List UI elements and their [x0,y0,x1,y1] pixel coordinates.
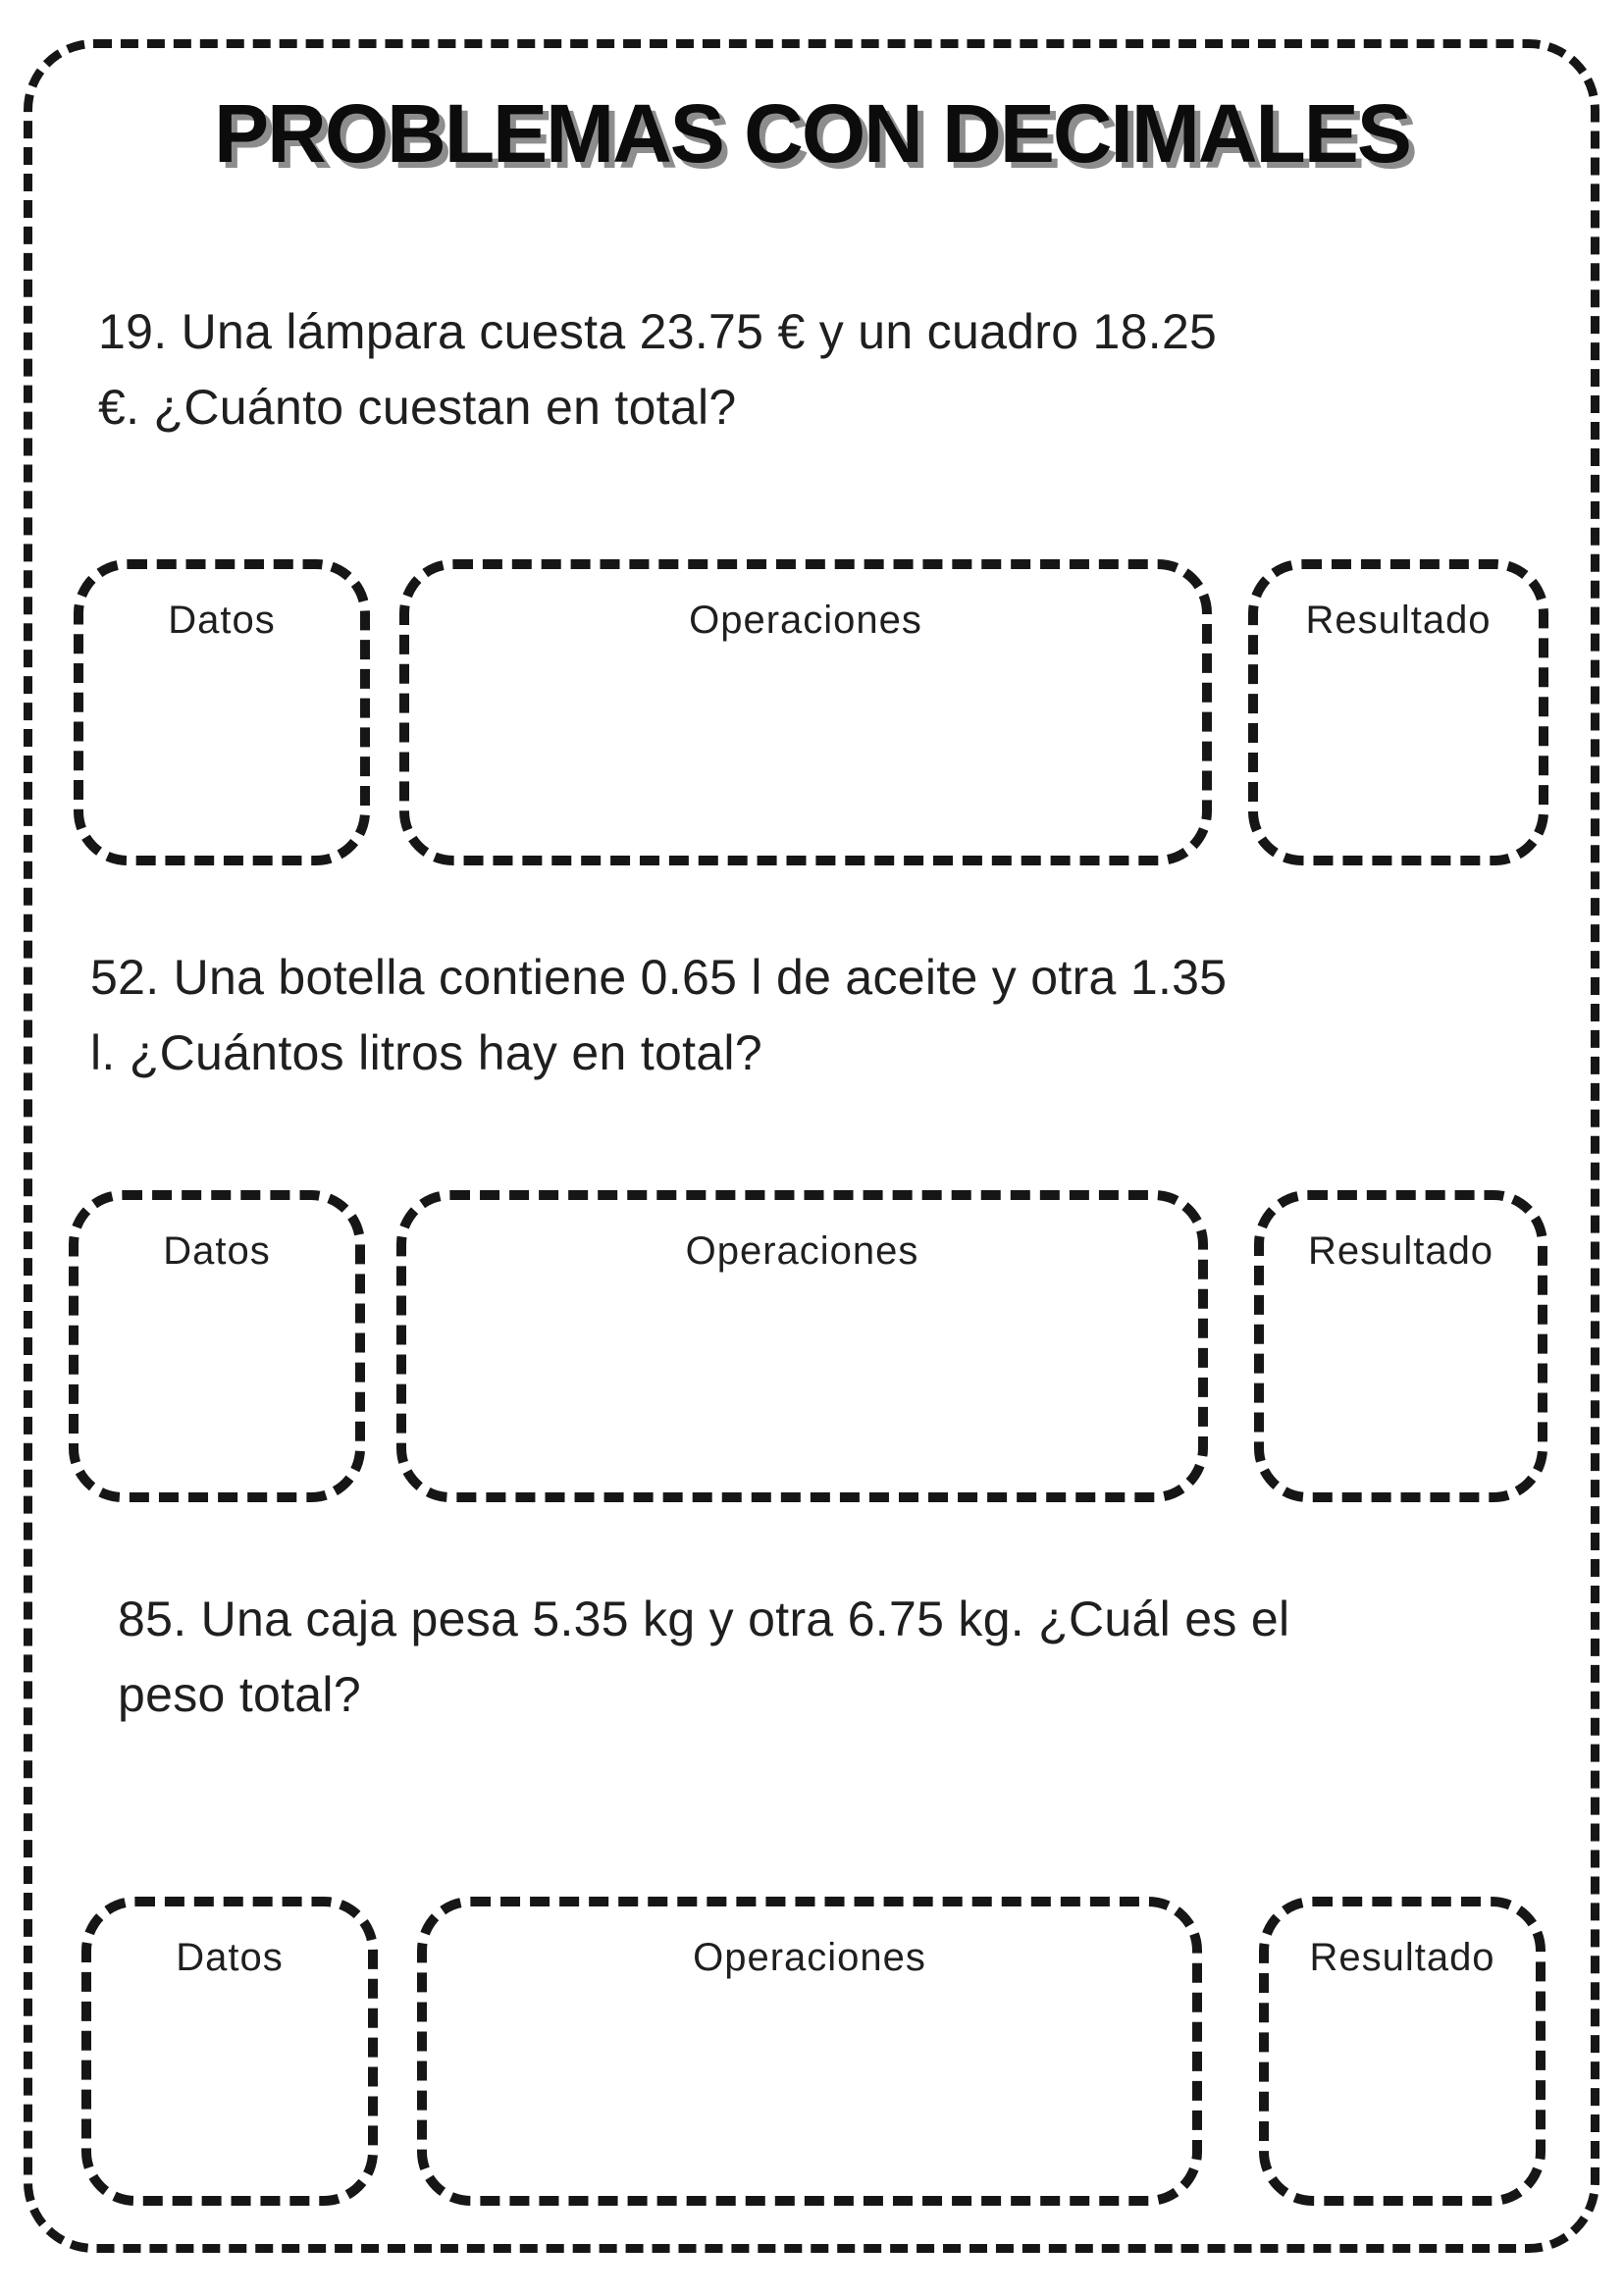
problem-52-operaciones-box[interactable] [396,1190,1208,1502]
problem-19-resultado-box[interactable] [1248,559,1548,865]
problem-52-line-2: l. ¿Cuántos litros hay en total? [90,1025,762,1080]
problem-19-operaciones-box[interactable] [399,559,1212,865]
problem-85-line-1: 85. Una caja pesa 5.35 kg y otra 6.75 kg. ¿Cuál es el [118,1592,1290,1646]
problem-52-answer-row [0,1190,1624,1502]
operaciones-label: Operaciones [689,599,922,642]
datos-label: Datos [168,599,276,642]
problem-85-operaciones-box[interactable] [417,1897,1202,2206]
problem-85-datos-box[interactable] [81,1897,378,2206]
resultado-label: Resultado [1309,1936,1495,1979]
datos-label: Datos [163,1229,271,1273]
page-title: PROBLEMAS CON DECIMALES [214,87,1410,180]
problem-52-text [90,940,1533,1091]
problem-85-text [118,1582,1541,1733]
problem-19-line-2: €. ¿Cuánto cuestan en total? [98,380,737,435]
problem-19-datos-box[interactable] [74,559,370,865]
problem-52-datos-box[interactable] [69,1190,365,1502]
problem-52-line-1: 52. Una botella contiene 0.65 l de aceite y otra 1.35 [90,950,1228,1005]
problem-19-text [98,294,1541,445]
problem-19-answer-row [0,559,1624,865]
datos-label: Datos [176,1936,284,1979]
operaciones-label: Operaciones [685,1229,919,1273]
problem-85-resultado-box[interactable] [1259,1897,1545,2206]
resultado-label: Resultado [1307,1229,1494,1273]
problem-52-resultado-box[interactable] [1254,1190,1547,1502]
problem-19-line-1: 19. Una lámpara cuesta 23.75 € y un cuadro 18.25 [98,304,1218,359]
resultado-label: Resultado [1305,599,1492,642]
problem-85-answer-row [0,1897,1624,2206]
problem-85-line-2: peso total? [118,1667,361,1722]
operaciones-label: Operaciones [693,1936,926,1979]
